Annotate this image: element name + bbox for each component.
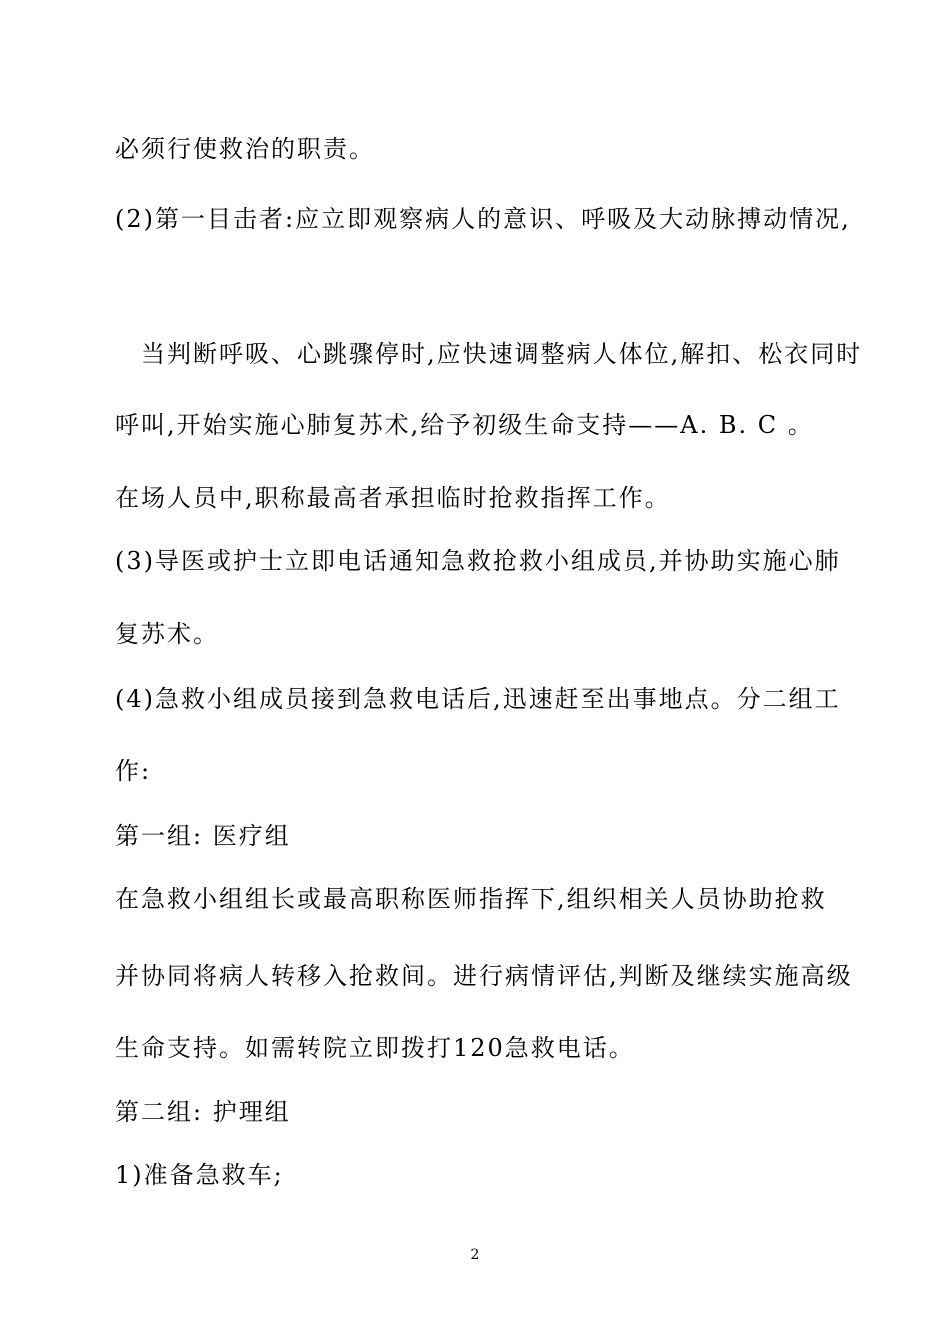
text-line: 生命支持。如需转院立即拨打120急救电话。 [115, 1034, 635, 1062]
text-line: (2)第一目击者:应立即观察病人的意识、呼吸及大动脉搏动情况, [115, 205, 851, 233]
text-line: 必须行使救治的职责。 [115, 135, 375, 163]
section-heading: 第一组: 医疗组 [115, 822, 291, 850]
text-line: 并协同将病人转移入抢救间。进行病情评估,判断及继续实施高级 [115, 962, 853, 990]
text-line: 1)准备急救车; [115, 1161, 284, 1189]
text-line: (3)导医或护士立即电话通知急救抢救小组成员,并协助实施心肺 [115, 547, 841, 575]
page-number: 2 [470, 1247, 480, 1263]
text-line: 当判断呼吸、心跳骤停时,应快速调整病人体位,解扣、松衣同时 [141, 340, 863, 368]
text-line: 在急救小组组长或最高职称医师指挥下,组织相关人员协助抢救 [115, 885, 827, 913]
text-line: 在场人员中,职称最高者承担临时抢救指挥工作。 [115, 484, 671, 512]
section-heading: 第二组: 护理组 [115, 1098, 291, 1126]
text-line: (4)急救小组成员接到急救电话后,迅速赶至出事地点。分二组工 [115, 685, 841, 713]
text-line: 作: [115, 757, 152, 785]
text-line: 复苏术。 [115, 620, 219, 648]
text-line: 呼叫,开始实施心肺复苏术,给予初级生命支持——A. B. C 。 [115, 411, 814, 439]
